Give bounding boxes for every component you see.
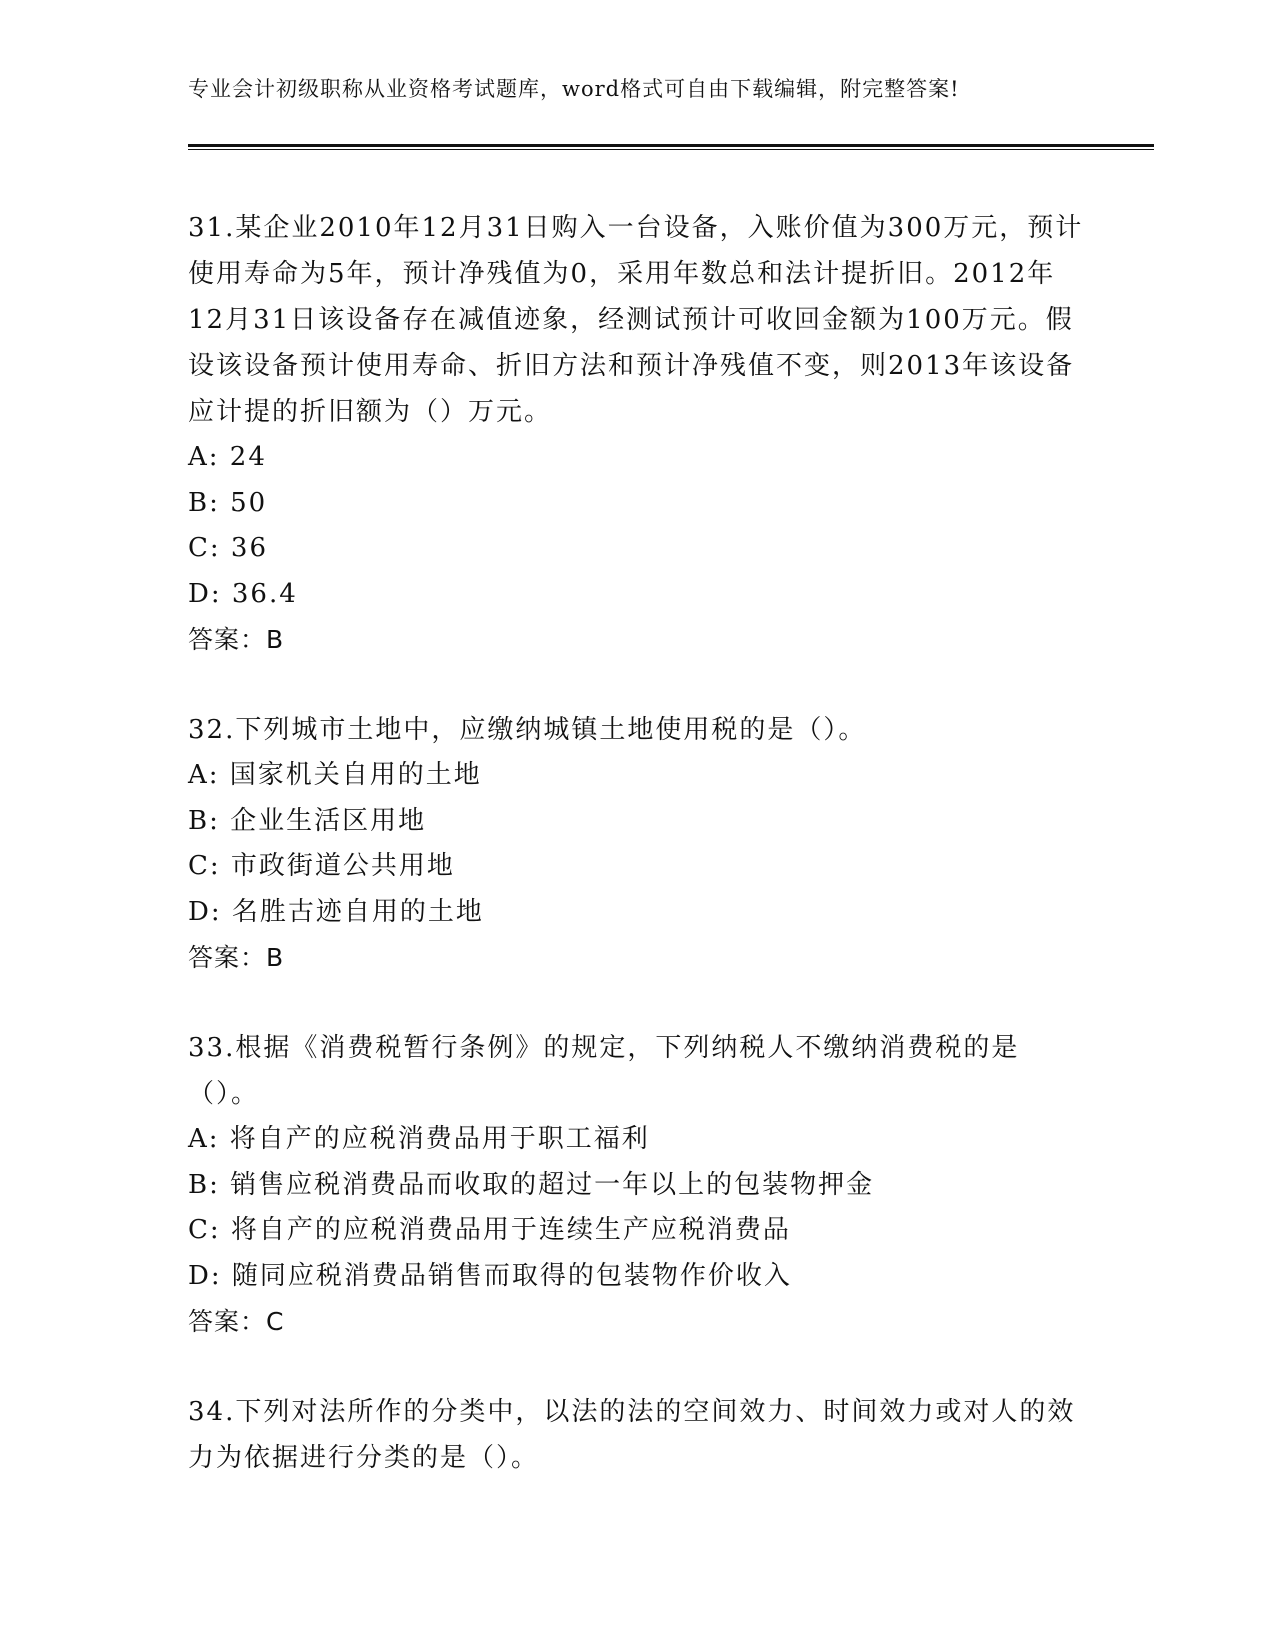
question-32 — [188, 707, 1088, 980]
header-rule-thin — [188, 149, 1154, 150]
option-b: B: 企业生活区用地 — [188, 805, 427, 836]
question-34 — [188, 1389, 1088, 1481]
option-d: D: 名胜古迹自用的土地 — [188, 896, 484, 927]
question-stem: 34.下列对法所作的分类中，以法的法的空间效力、时间效力或对人的效力为依据进行分类的是（）。 — [188, 1397, 1076, 1473]
option-c: C: 市政街道公共用地 — [188, 851, 455, 881]
option-d: D: 36.4 — [188, 578, 298, 609]
answer: 答案：B — [188, 625, 285, 654]
answer: 答案：B — [188, 943, 285, 972]
question-31 — [188, 205, 1088, 662]
option-a: A: 将自产的应税消费品用于职工福利 — [188, 1124, 650, 1154]
page-header-text: 专业会计初级职称从业资格考试题库，word格式可自由下载编辑，附完整答案! — [188, 77, 960, 101]
answer: 答案：C — [188, 1307, 285, 1336]
question-stem: 33.根据《消费税暂行条例》的规定，下列纳税人不缴纳消费税的是（）。 — [188, 1033, 1020, 1109]
question-stem: 32.下列城市土地中，应缴纳城镇土地使用税的是（）。 — [188, 715, 867, 745]
option-b: B: 50 — [188, 487, 268, 518]
question-33 — [188, 1025, 1088, 1344]
option-a: A: 24 — [188, 442, 267, 472]
question-list — [188, 205, 1088, 1526]
question-stem: 31.某企业2010年12月31日购入一台设备，入账价值为300万元，预计使用寿命为5年，预计净残值为0，采用年数总和法计提折旧。2012年12月31日该设备存在减值迹象，经测试预计可收回金额为100万元。假设该设备预计使用寿命、折旧方法和预计净残值不变，则2013年该设备应计提的折旧额为（）万元。 — [188, 213, 1084, 427]
header-rule-thick — [188, 144, 1154, 147]
option-c: C: 将自产的应税消费品用于连续生产应税消费品 — [188, 1215, 791, 1245]
option-a: A: 国家机关自用的土地 — [188, 760, 482, 790]
option-d: D: 随同应税消费品销售而取得的包装物作价收入 — [188, 1260, 792, 1291]
option-b: B: 销售应税消费品而收取的超过一年以上的包装物押金 — [188, 1169, 875, 1200]
option-c: C: 36 — [188, 533, 269, 563]
